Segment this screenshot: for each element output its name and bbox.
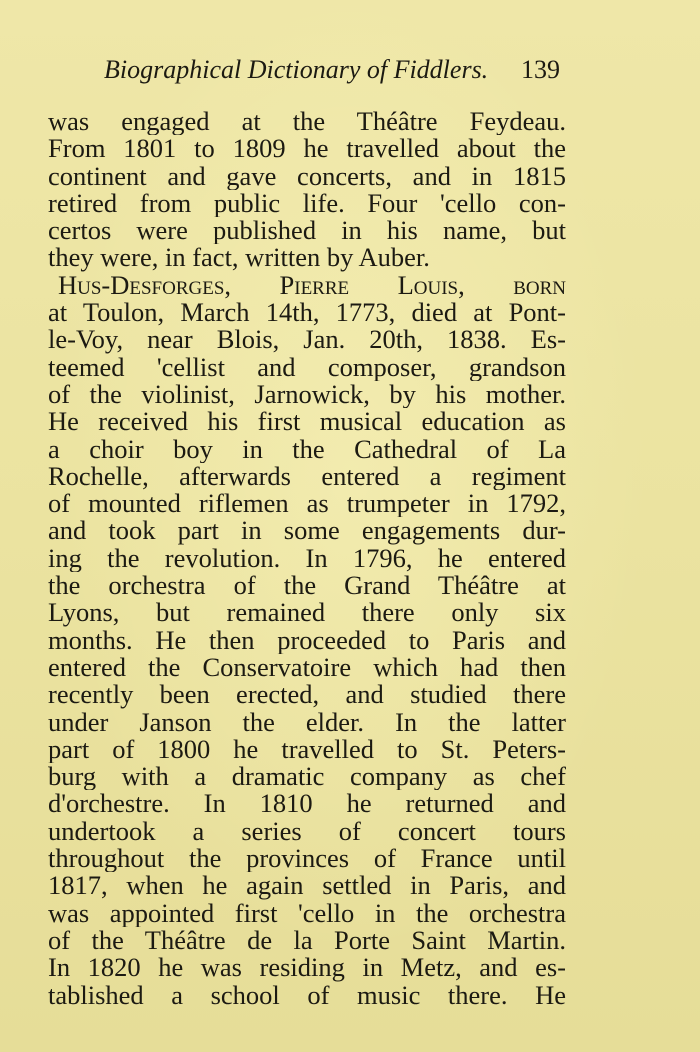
text-line: entered the Conservatoire which had then	[48, 653, 566, 682]
body-text	[48, 108, 566, 1009]
text-line: of the violinist, Jarnowick, by his mother.	[48, 380, 566, 409]
text-line: was engaged at the Théâtre Feydeau.	[48, 108, 566, 136]
text-line: teemed 'cellist and composer, grandson	[48, 353, 566, 381]
text-line: of the Théâtre de la Porte Saint Martin.	[48, 926, 566, 955]
text-line: From 1801 to 1809 he travelled about the	[48, 135, 566, 163]
text-line: tablished a school of music there. He	[48, 981, 566, 1009]
text-line: ing the revolution. In 1796, he entered	[48, 544, 566, 573]
text-line: under Janson the elder. In the latter	[48, 708, 566, 736]
text-line: at Toulon, March 14th, 1773, died at Pont-	[48, 299, 566, 327]
text-line: d'orchestre. In 1810 he returned and	[48, 790, 566, 818]
entry-heading-line: Hus-Desforges, Pierre Louis, born	[58, 271, 566, 300]
text-line: retired from public life. Four 'cello con-	[48, 189, 566, 218]
text-line: Lyons, but remained there only six	[48, 599, 566, 627]
text-line: was appointed first 'cello in the orchestra	[48, 899, 566, 927]
running-head-title: Biographical Dictionary of Fiddlers.	[104, 55, 489, 84]
text-line: recently been erected, and studied there	[48, 681, 566, 709]
text-line: the orchestra of the Grand Théâtre at	[48, 572, 566, 600]
text-line: 1817, when he again settled in Paris, and	[48, 872, 566, 900]
text-line: burg with a dramatic company as chef	[48, 763, 566, 791]
page-number: 139	[521, 55, 560, 84]
text-line: certos were published in his name, but	[48, 217, 566, 245]
text-line: Rochelle, afterwards entered a regiment	[48, 462, 566, 491]
text-line: le-Voy, near Blois, Jan. 20th, 1838. Es-	[48, 326, 566, 354]
text-line: undertook a series of concert tours	[48, 817, 566, 846]
text-line: throughout the provinces of France until	[48, 845, 566, 873]
text-line: months. He then proceeded to Paris and	[48, 626, 566, 654]
text-line: a choir boy in the Cathedral of La	[48, 435, 566, 463]
text-line: of mounted riflemen as trumpeter in 1792,	[48, 490, 566, 518]
text-line: He received his first musical education as	[48, 408, 566, 436]
running-head	[100, 52, 570, 88]
text-line: part of 1800 he travelled to St. Peters-	[48, 735, 566, 764]
text-line: they were, in fact, written by Auber.	[48, 244, 430, 272]
text-line: and took part in some engagements dur-	[48, 517, 566, 545]
text-line: continent and gave concerts, and in 1815	[48, 162, 566, 190]
text-line: In 1820 he was residing in Metz, and es-	[48, 954, 566, 982]
